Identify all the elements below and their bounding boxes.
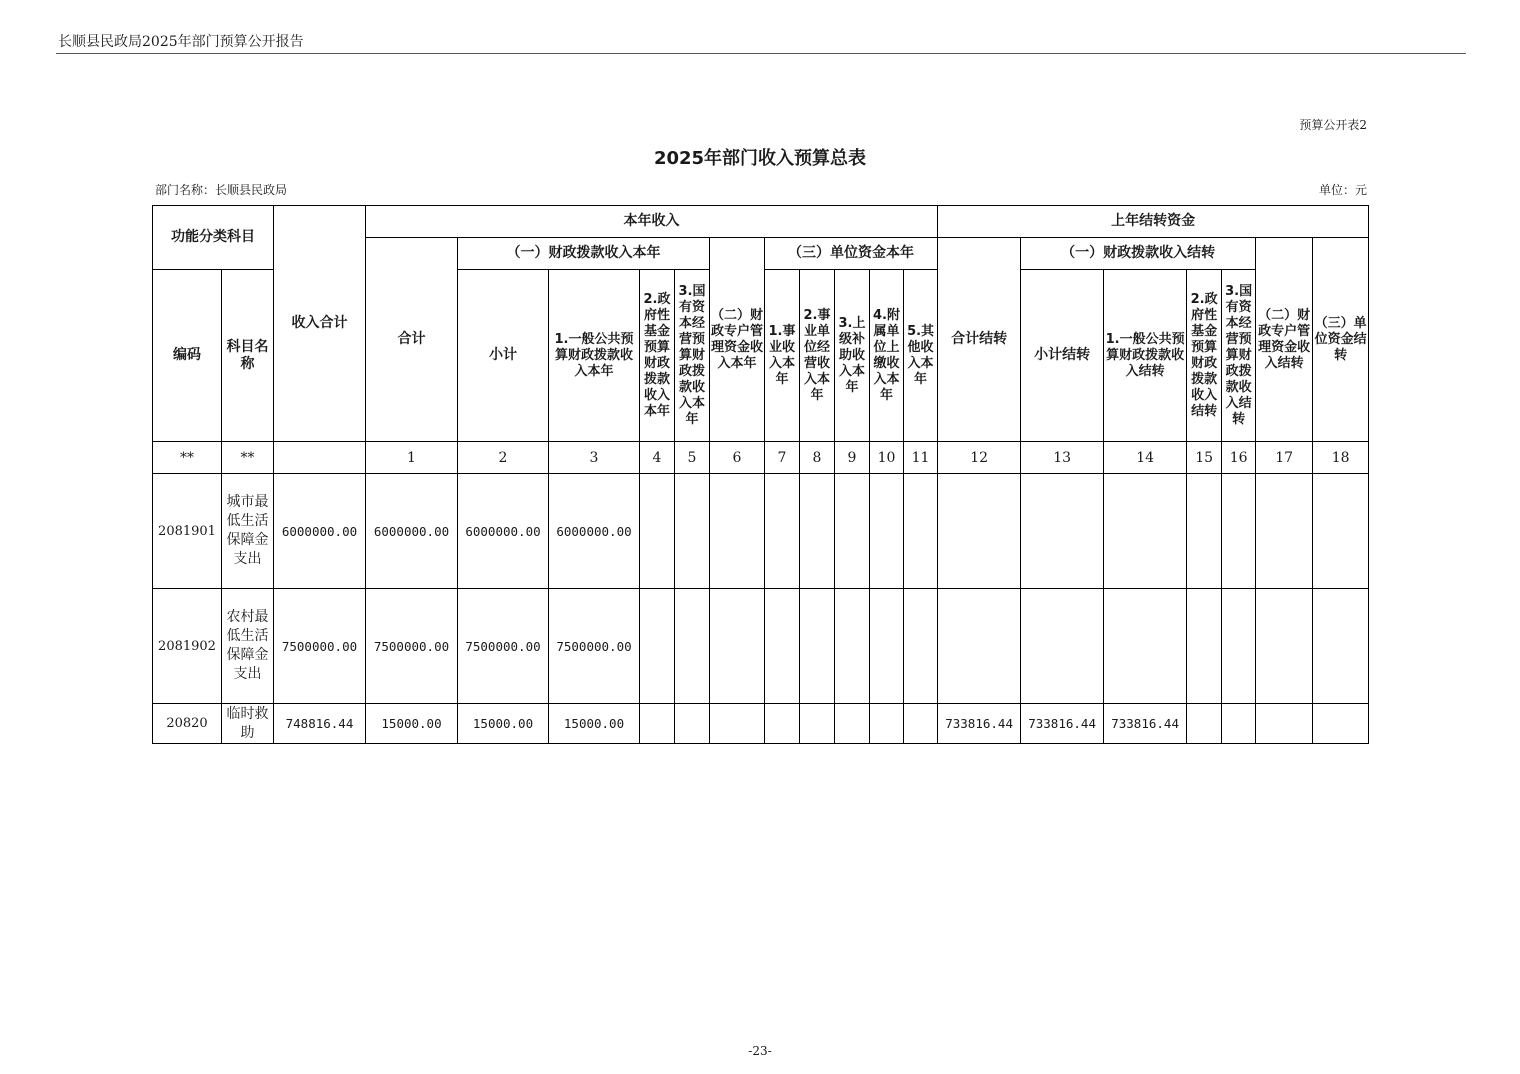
value-cell — [1104, 589, 1187, 704]
index-cell: 4 — [640, 442, 675, 474]
value-cell — [675, 589, 710, 704]
header-cy-fiscal-group: （一）财政拨款收入本年 — [458, 238, 710, 270]
table-row — [153, 474, 1369, 589]
header-cy-total: 合计 — [366, 238, 458, 442]
value-cell: 7500000.00 — [366, 589, 458, 704]
value-cell — [835, 704, 870, 744]
header-cy-business: 1.事业收入本年 — [765, 270, 800, 442]
value-cell — [640, 474, 675, 589]
value-cell: 6000000.00 — [274, 474, 366, 589]
header-cy-subtotal: 小计 — [458, 270, 549, 442]
value-cell — [1187, 589, 1222, 704]
header-rule — [56, 53, 1466, 54]
running-header: 长顺县民政局2025年部门预算公开报告 — [58, 34, 304, 50]
index-cell: 8 — [800, 442, 835, 474]
row-code: 20820 — [153, 704, 222, 744]
table-row — [153, 589, 1369, 704]
header-prior-carryover: 上年结转资金 — [938, 206, 1369, 238]
value-cell: 6000000.00 — [458, 474, 549, 589]
value-cell: 733816.44 — [938, 704, 1021, 744]
value-cell — [800, 474, 835, 589]
header-func-subject: 功能分类科目 — [153, 206, 274, 270]
header-cy-operating: 2.事业单位经营收入本年 — [800, 270, 835, 442]
table-title: 2025年部门收入预算总表 — [653, 148, 867, 169]
value-cell — [870, 474, 904, 589]
value-cell — [904, 704, 938, 744]
index-cell: 6 — [710, 442, 765, 474]
value-cell — [1313, 704, 1369, 744]
index-cell: 15 — [1187, 442, 1222, 474]
row-subject-name: 城市最低生活保障金支出 — [222, 474, 274, 589]
value-cell — [1021, 474, 1104, 589]
index-cell: 18 — [1313, 442, 1369, 474]
index-cell: 16 — [1222, 442, 1256, 474]
value-cell: 7500000.00 — [549, 589, 640, 704]
header-subject-name: 科目名称 — [222, 270, 274, 442]
index-cell: 5 — [675, 442, 710, 474]
index-cell: 7 — [765, 442, 800, 474]
header-co-unit: （三）单位资金结转 — [1313, 238, 1369, 442]
header-co-special: （二）财政专户管理资金收入结转 — [1256, 238, 1313, 442]
income-budget-table — [152, 205, 1369, 744]
header-co-state-capital: 3.国有资本经营预算财政拨款收入结转 — [1222, 270, 1256, 442]
row-subject-name: 农村最低生活保障金支出 — [222, 589, 274, 704]
value-cell: 15000.00 — [549, 704, 640, 744]
header-cy-subsidy: 3.上级补助收入本年 — [835, 270, 870, 442]
value-cell — [1222, 589, 1256, 704]
index-cell: 9 — [835, 442, 870, 474]
header-income-total: 收入合计 — [274, 206, 366, 442]
value-cell: 6000000.00 — [366, 474, 458, 589]
value-cell: 15000.00 — [366, 704, 458, 744]
value-cell: 6000000.00 — [549, 474, 640, 589]
header-co-total: 合计结转 — [938, 238, 1021, 442]
value-cell — [765, 704, 800, 744]
value-cell — [765, 589, 800, 704]
value-cell — [800, 704, 835, 744]
header-cy-state-capital: 3.国有资本经营预算财政拨款收入本年 — [675, 270, 710, 442]
header-cy-special: （二）财政专户管理资金收入本年 — [710, 238, 765, 442]
value-cell — [640, 589, 675, 704]
form-number: 预算公开表2 — [1299, 118, 1367, 132]
value-cell: 748816.44 — [274, 704, 366, 744]
page-number: -23- — [748, 1044, 772, 1058]
value-cell — [640, 704, 675, 744]
header-co-general: 1.一般公共预算财政拨款收入结转 — [1104, 270, 1187, 442]
value-cell — [1256, 704, 1313, 744]
header-cy-unit-group: （三）单位资金本年 — [765, 238, 938, 270]
value-cell — [1256, 474, 1313, 589]
index-cell: 1 — [366, 442, 458, 474]
header-cy-gov-fund: 2.政府性基金预算财政拨款收入本年 — [640, 270, 675, 442]
table-row — [153, 704, 1369, 744]
value-cell — [835, 589, 870, 704]
value-cell: 7500000.00 — [458, 589, 549, 704]
value-cell — [1222, 474, 1256, 589]
value-cell — [800, 589, 835, 704]
header-cy-general: 1.一般公共预算财政拨款收入本年 — [549, 270, 640, 442]
value-cell — [675, 704, 710, 744]
header-current-year: 本年收入 — [366, 206, 938, 238]
value-cell — [870, 704, 904, 744]
index-cell: 3 — [549, 442, 640, 474]
department-label: 部门名称：长顺县民政局 — [155, 183, 288, 197]
value-cell — [1104, 474, 1187, 589]
index-cell: 10 — [870, 442, 904, 474]
value-cell — [675, 474, 710, 589]
value-cell: 7500000.00 — [274, 589, 366, 704]
row-code: 2081901 — [153, 474, 222, 589]
value-cell — [1187, 474, 1222, 589]
index-cell: ** — [222, 442, 274, 474]
value-cell — [1187, 704, 1222, 744]
value-cell — [938, 589, 1021, 704]
index-cell: ** — [153, 442, 222, 474]
header-cy-affiliated: 4.附属单位上缴收入本年 — [870, 270, 904, 442]
value-cell — [904, 589, 938, 704]
value-cell — [835, 474, 870, 589]
value-cell — [1256, 589, 1313, 704]
value-cell: 733816.44 — [1021, 704, 1104, 744]
unit-label: 单位：元 — [1318, 183, 1367, 197]
header-code: 编码 — [153, 270, 222, 442]
row-subject-name: 临时救助 — [222, 704, 274, 744]
index-cell — [274, 442, 366, 474]
value-cell: 733816.44 — [1104, 704, 1187, 744]
value-cell — [870, 589, 904, 704]
value-cell — [1021, 589, 1104, 704]
value-cell — [710, 474, 765, 589]
index-cell: 17 — [1256, 442, 1313, 474]
value-cell — [1222, 704, 1256, 744]
header-co-gov-fund: 2.政府性基金预算财政拨款收入结转 — [1187, 270, 1222, 442]
value-cell — [938, 474, 1021, 589]
value-cell — [765, 474, 800, 589]
header-co-subtotal: 小计结转 — [1021, 270, 1104, 442]
value-cell: 15000.00 — [458, 704, 549, 744]
value-cell — [710, 704, 765, 744]
value-cell — [1313, 589, 1369, 704]
index-cell: 12 — [938, 442, 1021, 474]
value-cell — [904, 474, 938, 589]
index-cell: 14 — [1104, 442, 1187, 474]
index-row — [153, 442, 1369, 474]
index-cell: 13 — [1021, 442, 1104, 474]
value-cell — [1313, 474, 1369, 589]
value-cell — [710, 589, 765, 704]
header-cy-other: 5.其他收入本年 — [904, 270, 938, 442]
row-code: 2081902 — [153, 589, 222, 704]
header-co-fiscal-group: （一）财政拨款收入结转 — [1021, 238, 1256, 270]
index-cell: 2 — [458, 442, 549, 474]
index-cell: 11 — [904, 442, 938, 474]
